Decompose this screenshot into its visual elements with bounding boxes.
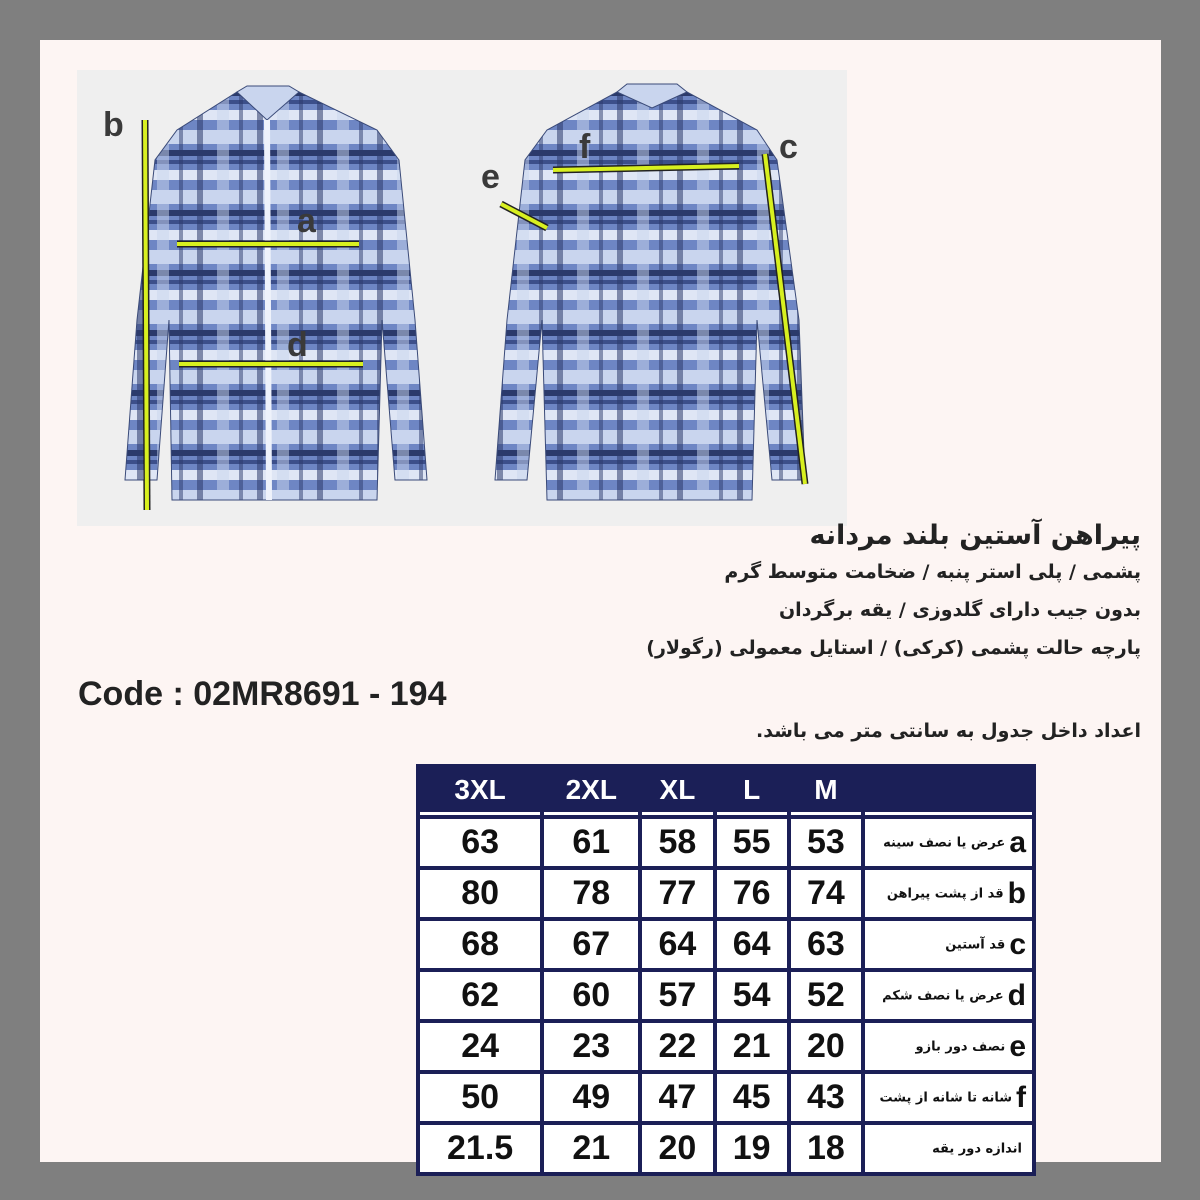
cell-value: 52: [791, 972, 861, 1019]
table-row: [420, 870, 1032, 917]
unit-note: اعداد داخل جدول به سانتی متر می باشد.: [756, 720, 1141, 742]
size-header-xl: XL: [642, 768, 712, 815]
cell-value: 55: [717, 819, 787, 866]
cell-value: 50: [420, 1074, 540, 1121]
shirt-measurement-photo: [77, 70, 847, 526]
size-header-m: M: [791, 768, 861, 815]
row-label: [865, 819, 1032, 866]
row-letter: b: [1007, 876, 1026, 910]
cell-value: 21: [717, 1023, 787, 1070]
cell-value: 18: [791, 1125, 861, 1172]
label-a: a: [297, 202, 316, 240]
cell-value: 64: [717, 921, 787, 968]
cell-value: 64: [642, 921, 712, 968]
cell-value: 43: [791, 1074, 861, 1121]
row-letter: d: [1007, 978, 1026, 1012]
size-header-row: [420, 768, 1032, 815]
label-f: f: [579, 128, 591, 166]
cell-value: 24: [420, 1023, 540, 1070]
cell-value: 47: [642, 1074, 712, 1121]
table-row: [420, 1023, 1032, 1070]
table-row: [420, 1074, 1032, 1121]
cell-value: 20: [642, 1125, 712, 1172]
size-header-3xl: 3XL: [420, 768, 540, 815]
row-label-text: عرض یا نصف شکم: [882, 988, 1004, 1003]
label-d: d: [287, 326, 308, 364]
label-c: c: [779, 128, 798, 166]
product-code: Code : 02MR8691 - 194: [78, 675, 447, 713]
row-label-text: قد آستین: [945, 937, 1006, 952]
row-letter: e: [1009, 1029, 1026, 1063]
description-line-3: پارچه حالت پشمی (کرکی) / استایل معمولی (رگولار): [646, 637, 1141, 659]
table-row: [420, 972, 1032, 1019]
cell-value: 63: [420, 819, 540, 866]
label-e: e: [481, 158, 500, 196]
cell-value: 57: [642, 972, 712, 1019]
product-sheet: [40, 40, 1161, 1167]
cell-value: 49: [544, 1074, 638, 1121]
cell-value: 45: [717, 1074, 787, 1121]
description-line-2: بدون جیب دارای گلدوزی / یقه برگردان: [778, 599, 1141, 621]
cell-value: 63: [791, 921, 861, 968]
table-row: [420, 1125, 1032, 1172]
size-header-2xl: 2XL: [544, 768, 638, 815]
cell-value: 21.5: [420, 1125, 540, 1172]
row-label-text: اندازه دور یقه: [932, 1141, 1022, 1156]
row-label: [865, 972, 1032, 1019]
row-letter: a: [1009, 825, 1026, 859]
description-line-1: پشمی / پلی استر پنبه / ضخامت متوسط گرم: [724, 561, 1141, 583]
cell-value: 76: [717, 870, 787, 917]
size-header-l: L: [717, 768, 787, 815]
cell-value: 60: [544, 972, 638, 1019]
row-label: [865, 1023, 1032, 1070]
row-label: [865, 870, 1032, 917]
cell-value: 77: [642, 870, 712, 917]
cell-value: 61: [544, 819, 638, 866]
row-letter: c: [1009, 927, 1026, 961]
row-label: [865, 921, 1032, 968]
cell-value: 54: [717, 972, 787, 1019]
label-b: b: [103, 106, 124, 144]
row-label-text: قد از پشت پیراهن: [886, 886, 1004, 901]
row-letter: f: [1016, 1080, 1026, 1114]
table-row: [420, 819, 1032, 866]
table-row: [420, 921, 1032, 968]
row-label-text: شانه تا شانه از پشت: [879, 1090, 1012, 1105]
cell-value: 80: [420, 870, 540, 917]
cell-value: 68: [420, 921, 540, 968]
cell-value: 19: [717, 1125, 787, 1172]
cell-value: 78: [544, 870, 638, 917]
cell-value: 62: [420, 972, 540, 1019]
row-label: [865, 1125, 1032, 1172]
product-title: پیراهن آستین بلند مردانه: [809, 520, 1141, 551]
size-table: [416, 764, 1036, 1176]
cell-value: 74: [791, 870, 861, 917]
shirt-front: [125, 86, 427, 500]
row-label: [865, 1074, 1032, 1121]
row-label-text: نصف دور بازو: [915, 1039, 1006, 1054]
shirt-diagram: [77, 70, 847, 526]
size-header-label: [865, 768, 1032, 815]
cell-value: 58: [642, 819, 712, 866]
cell-value: 67: [544, 921, 638, 968]
cell-value: 20: [791, 1023, 861, 1070]
cell-value: 23: [544, 1023, 638, 1070]
shirt-back: [495, 84, 805, 500]
cell-value: 22: [642, 1023, 712, 1070]
row-label-text: عرض یا نصف سینه: [883, 835, 1006, 850]
cell-value: 53: [791, 819, 861, 866]
cell-value: 21: [544, 1125, 638, 1172]
product-description: [441, 520, 1141, 673]
